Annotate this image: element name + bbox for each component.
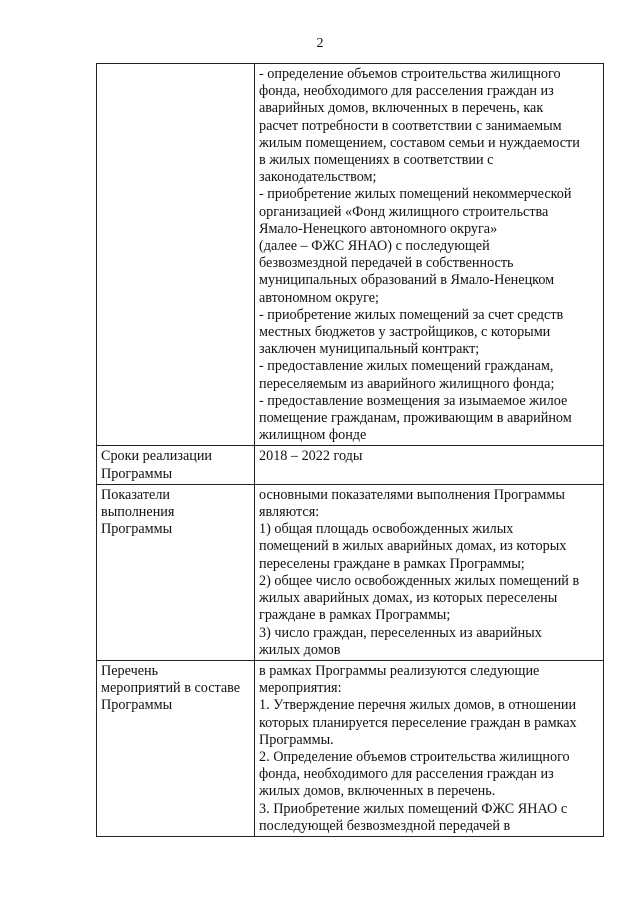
row-content-line: переселены граждане в рамках Программы; <box>259 555 525 572</box>
row-label-cell <box>97 64 255 446</box>
row-label-line: Показатели <box>101 486 171 503</box>
row-content-line: фонда, необходимого для расселения граждан из <box>259 766 554 783</box>
row-content-line: (далее – ФЖС ЯНАО) с последующей <box>259 238 490 255</box>
row-content-line: - предоставление возмещения за изымаемое жилое <box>259 392 568 409</box>
row-content-line: - приобретение жилых помещений за счет средств <box>259 306 564 323</box>
row-label-line: Перечень <box>101 662 159 679</box>
table-row <box>97 64 604 446</box>
row-content-line: Программы. <box>259 731 334 748</box>
row-content-cell <box>255 660 604 836</box>
row-content-line: мероприятия: <box>259 680 342 697</box>
row-content-cell <box>255 484 604 660</box>
table-row <box>97 484 604 660</box>
row-content-line: в рамках Программы реализуются следующие <box>259 662 540 679</box>
row-content-line: граждане в рамках Программы; <box>259 607 451 624</box>
table-row <box>97 446 604 484</box>
row-content-line: Ямало-Ненецкого автономного округа» <box>259 220 498 237</box>
row-content-line: законодательством; <box>259 169 377 186</box>
row-content-line: - определение объемов строительства жилищного <box>259 66 561 82</box>
row-content-line: расчет потребности в соответствии с занимаемым <box>259 117 562 134</box>
row-content-cell <box>255 446 604 484</box>
row-content-line: 3. Приобретение жилых помещений ФЖС ЯНАО с <box>259 800 568 817</box>
row-content-line: 3) число граждан, переселенных из аварийных <box>259 624 542 641</box>
row-label-line: Сроки реализации <box>101 448 213 465</box>
table-row <box>97 660 604 836</box>
table-body <box>97 64 604 837</box>
row-content-line: помещение гражданам, проживающим в аварийном <box>259 410 572 427</box>
row-content-line: жилищном фонде <box>259 427 367 444</box>
row-content-line: жилым помещением, составом семьи и нуждаемости <box>259 134 580 151</box>
row-label-cell <box>97 660 255 836</box>
row-label-cell <box>97 446 255 484</box>
row-content-line: - предоставление жилых помещений гражданам, <box>259 358 554 375</box>
row-content-line: жилых домов, включенных в перечень. <box>259 783 496 800</box>
row-content-line: последующей безвозмездной передачей в <box>259 817 511 834</box>
row-content-cell <box>255 64 604 446</box>
row-content-line: жилых домов <box>259 641 341 658</box>
row-content-line: - приобретение жилых помещений некоммерческой <box>259 186 572 203</box>
row-content-line: местных бюджетов у застройщиков, с которыми <box>259 324 551 341</box>
row-content-line: основными показателями выполнения Программы <box>259 486 565 503</box>
row-content-line: помещений в жилых аварийных домах, из которых <box>259 538 567 555</box>
row-content-line: 1. Утверждение перечня жилых домов, в отношении <box>259 697 577 714</box>
row-content-line: 2018 – 2022 годы <box>259 448 363 465</box>
row-content-line: 2) общее число освобожденных жилых помещений в <box>259 572 580 589</box>
row-label-line: Программы <box>101 521 173 538</box>
row-content-line: организацией «Фонд жилищного строительства <box>259 203 549 220</box>
row-label-line: Программы <box>101 697 173 714</box>
row-content-line: являются: <box>259 504 320 521</box>
row-content-line: аварийных домов, включенных в перечень, как <box>259 100 544 117</box>
row-label-line: выполнения <box>101 504 175 521</box>
row-content-line: переселяемым из аварийного жилищного фонда; <box>259 375 555 392</box>
page-number: 2 <box>316 36 324 51</box>
row-content-line: которых планируется переселение граждан в рамках <box>259 714 577 731</box>
row-content-line: 1) общая площадь освобожденных жилых <box>259 521 514 538</box>
row-content-line: муниципальных образований в Ямало-Ненецком <box>259 272 555 289</box>
row-content-line: заключен муниципальный контракт; <box>259 341 480 358</box>
row-content-line: автономном округе; <box>259 289 379 306</box>
row-label-line: Программы <box>101 465 173 482</box>
row-content-line: жилых аварийных домах, из которых переселены <box>259 590 558 607</box>
row-content-line: 2. Определение объемов строительства жилищного <box>259 748 570 765</box>
row-content-line: в жилых помещениях в соответствии с <box>259 152 494 169</box>
program-passport-table <box>96 63 604 837</box>
row-label-cell <box>97 484 255 660</box>
row-content-line: безвозмездной передачей в собственность <box>259 255 514 272</box>
row-label-line: мероприятий в составе <box>101 680 241 697</box>
row-content-line: фонда, необходимого для расселения граждан из <box>259 83 554 100</box>
